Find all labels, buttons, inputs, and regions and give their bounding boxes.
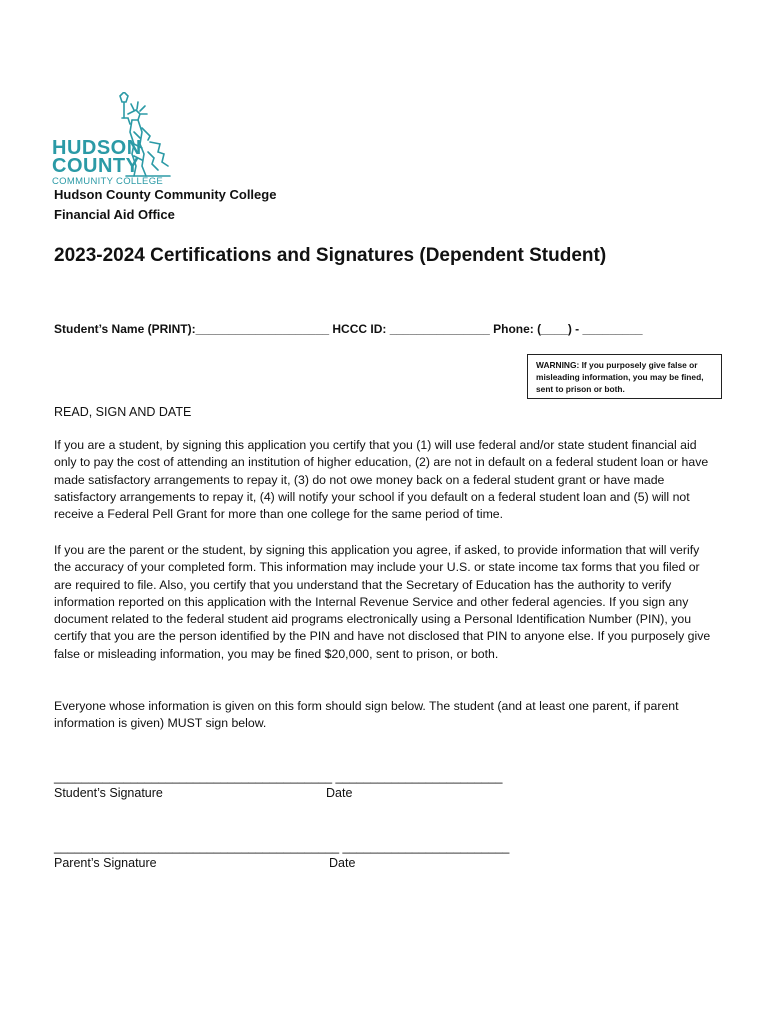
document-title: 2023-2024 Certifications and Signatures (Dependent Student) [54, 245, 607, 266]
office-name: Financial Aid Office [54, 207, 175, 222]
logo-text-hudson: HUDSON [52, 137, 142, 159]
warning-box: WARNING: If you purposely give false or misleading information, you may be fined, sent to prison or both. [527, 354, 722, 399]
college-logo [52, 92, 180, 188]
logo-text-county: COUNTY [52, 155, 140, 177]
certification-paragraph-student: If you are a student, by signing this application you certify that you (1) will use federal and/or state student financial aid only to pay the cost of attending an institution of higher education, (2) are not in default on a federal student loan or have made satisfactory arrangements to repay it, (3) do not owe money back on a federal student grant or have made satisfactory arrangements to repay it, (4) will notify your school if you default on a federal student loan and (5) will not receive a Federal Pell Grant for more than one college for the same period of time. [54, 438, 709, 522]
instruction-heading: READ, SIGN AND DATE [54, 405, 192, 419]
logo-text-community-college: COMMUNITY COLLEGE [52, 176, 164, 187]
institution-name: Hudson County Community College [54, 187, 277, 202]
student-signature-label: Student’s Signature [54, 786, 163, 800]
parent-signature-line[interactable]: _________________________________________ ________________________ [54, 840, 510, 854]
student-info-fields[interactable]: Student’s Name (PRINT):____________________ HCCC ID: _______________ Phone: (____) - _________ [54, 322, 643, 336]
signature-instruction-paragraph: Everyone whose information is given on this form should sign below. The student (and at least one parent, if parent information is given) MUST sign below. [54, 699, 679, 731]
parent-date-label: Date [329, 856, 356, 870]
student-signature-line[interactable]: ________________________________________ ________________________ [54, 770, 503, 784]
student-date-label: Date [326, 786, 353, 800]
certification-paragraph-parent-or-student: If you are the parent or the student, by signing this application you agree, if asked, to provide information that will verify the accuracy of your completed form. This information may include your U.S. or state income tax forms that you filed or are required to file. Also, you certify that you understand that the Secretary of Education has the authority to verify information reported on this application with the Internal Revenue Service and other federal agencies. If you sign any document related to the federal student aid programs electronically using a Personal Identification Number (PIN), you certify that you are the person identified by the PIN and have not disclosed that PIN to anyone else. If you purposely give false or misleading information, you may be fined $20,000, sent to prison, or both. [54, 543, 711, 661]
parent-signature-label: Parent’s Signature [54, 856, 157, 870]
